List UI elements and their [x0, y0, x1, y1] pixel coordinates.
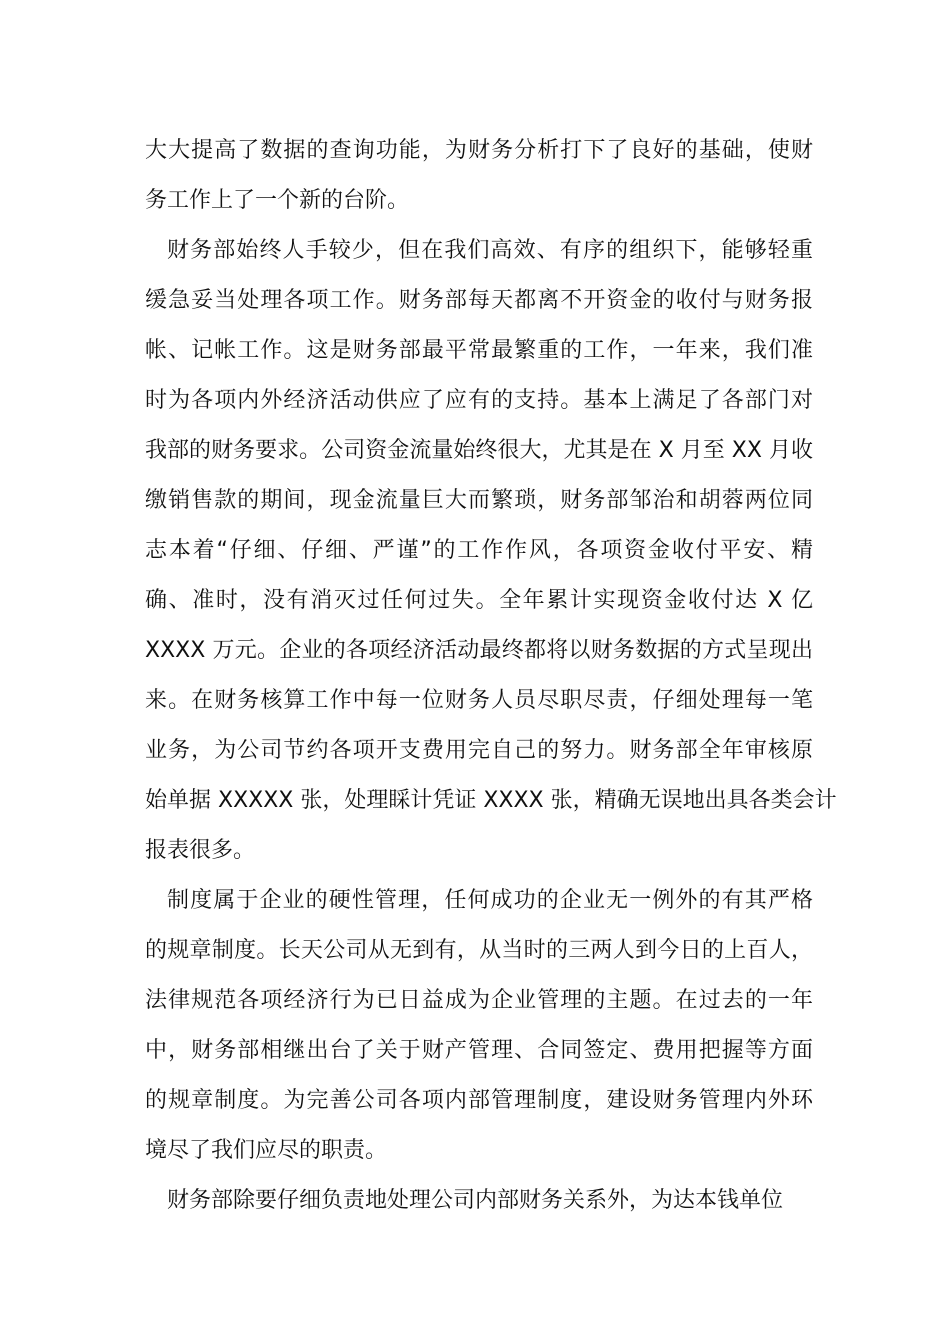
text-line: 业务，为公司节约各项开支费用完自己的努力。财务部全年审核原	[145, 738, 813, 763]
text-line: 我部的财务要求。公司资金流量始终很大，尤其是在 X 月至 XX 月收	[145, 438, 813, 463]
text-line: 来。在财务核算工作中每一位财务人员尽职尽责，仔细处理每一笔	[145, 688, 813, 713]
text-line: XXXX 万元。企业的各项经济活动最终都将以财务数据的方式呈现出	[145, 638, 813, 663]
paragraph	[145, 876, 813, 1176]
text-line: 大大提高了数据的查询功能，为财务分析打下了良好的基础，使财	[145, 138, 813, 163]
text-line: 务工作上了一个新的台阶。	[145, 188, 410, 213]
text-line: 志本着“仔细、仔细、严谨”的工作作风，各项资金收付平安、精	[145, 538, 813, 563]
text-line: 财务部始终人手较少，但在我们高效、有序的组织下，能够轻重	[167, 238, 813, 263]
text-line: 中，财务部相继出台了关于财产管理、合同签定、费用把握等方面	[145, 1038, 813, 1063]
text-line: 报表很多。	[145, 838, 256, 863]
text-line: 境尽了我们应尽的职责。	[145, 1138, 388, 1163]
text-line: 确、准时，没有消灭过任何过失。全年累计实现资金收付达 X 亿	[145, 588, 813, 613]
text-line: 的规章制度。长天公司从无到有，从当时的三两人到今日的上百人，	[145, 938, 813, 963]
text-line: 缴销售款的期间，现金流量巨大而繁琐，财务部邹治和胡蓉两位同	[145, 488, 813, 513]
text-line: 帐、记帐工作。这是财务部最平常最繁重的工作，一年来，我们准	[145, 338, 813, 363]
text-line: 的规章制度。为完善公司各项内部管理制度，建设财务管理内外环	[145, 1088, 813, 1113]
paragraph	[145, 1176, 813, 1226]
text-line: 始单据 XXXXX 张，处理睬计凭证 XXXX 张，精确无误地出具各类会计	[145, 788, 837, 813]
text-line: 制度属于企业的硬性管理，任何成功的企业无一例外的有其严格	[167, 888, 813, 913]
paragraph	[145, 226, 837, 876]
text-line: 法律规范各项经济行为已日益成为企业管理的主题。在过去的一年	[145, 988, 813, 1013]
document-body	[145, 126, 837, 1226]
paragraph	[145, 126, 813, 226]
text-line: 时为各项内外经济活动供应了应有的支持。基本上满足了各部门对	[145, 388, 813, 413]
text-line: 缓急妥当处理各项工作。财务部每天都离不开资金的收付与财务报	[145, 288, 813, 313]
text-line: 财务部除要仔细负责地处理公司内部财务关系外，为达本钱单位	[167, 1188, 784, 1213]
